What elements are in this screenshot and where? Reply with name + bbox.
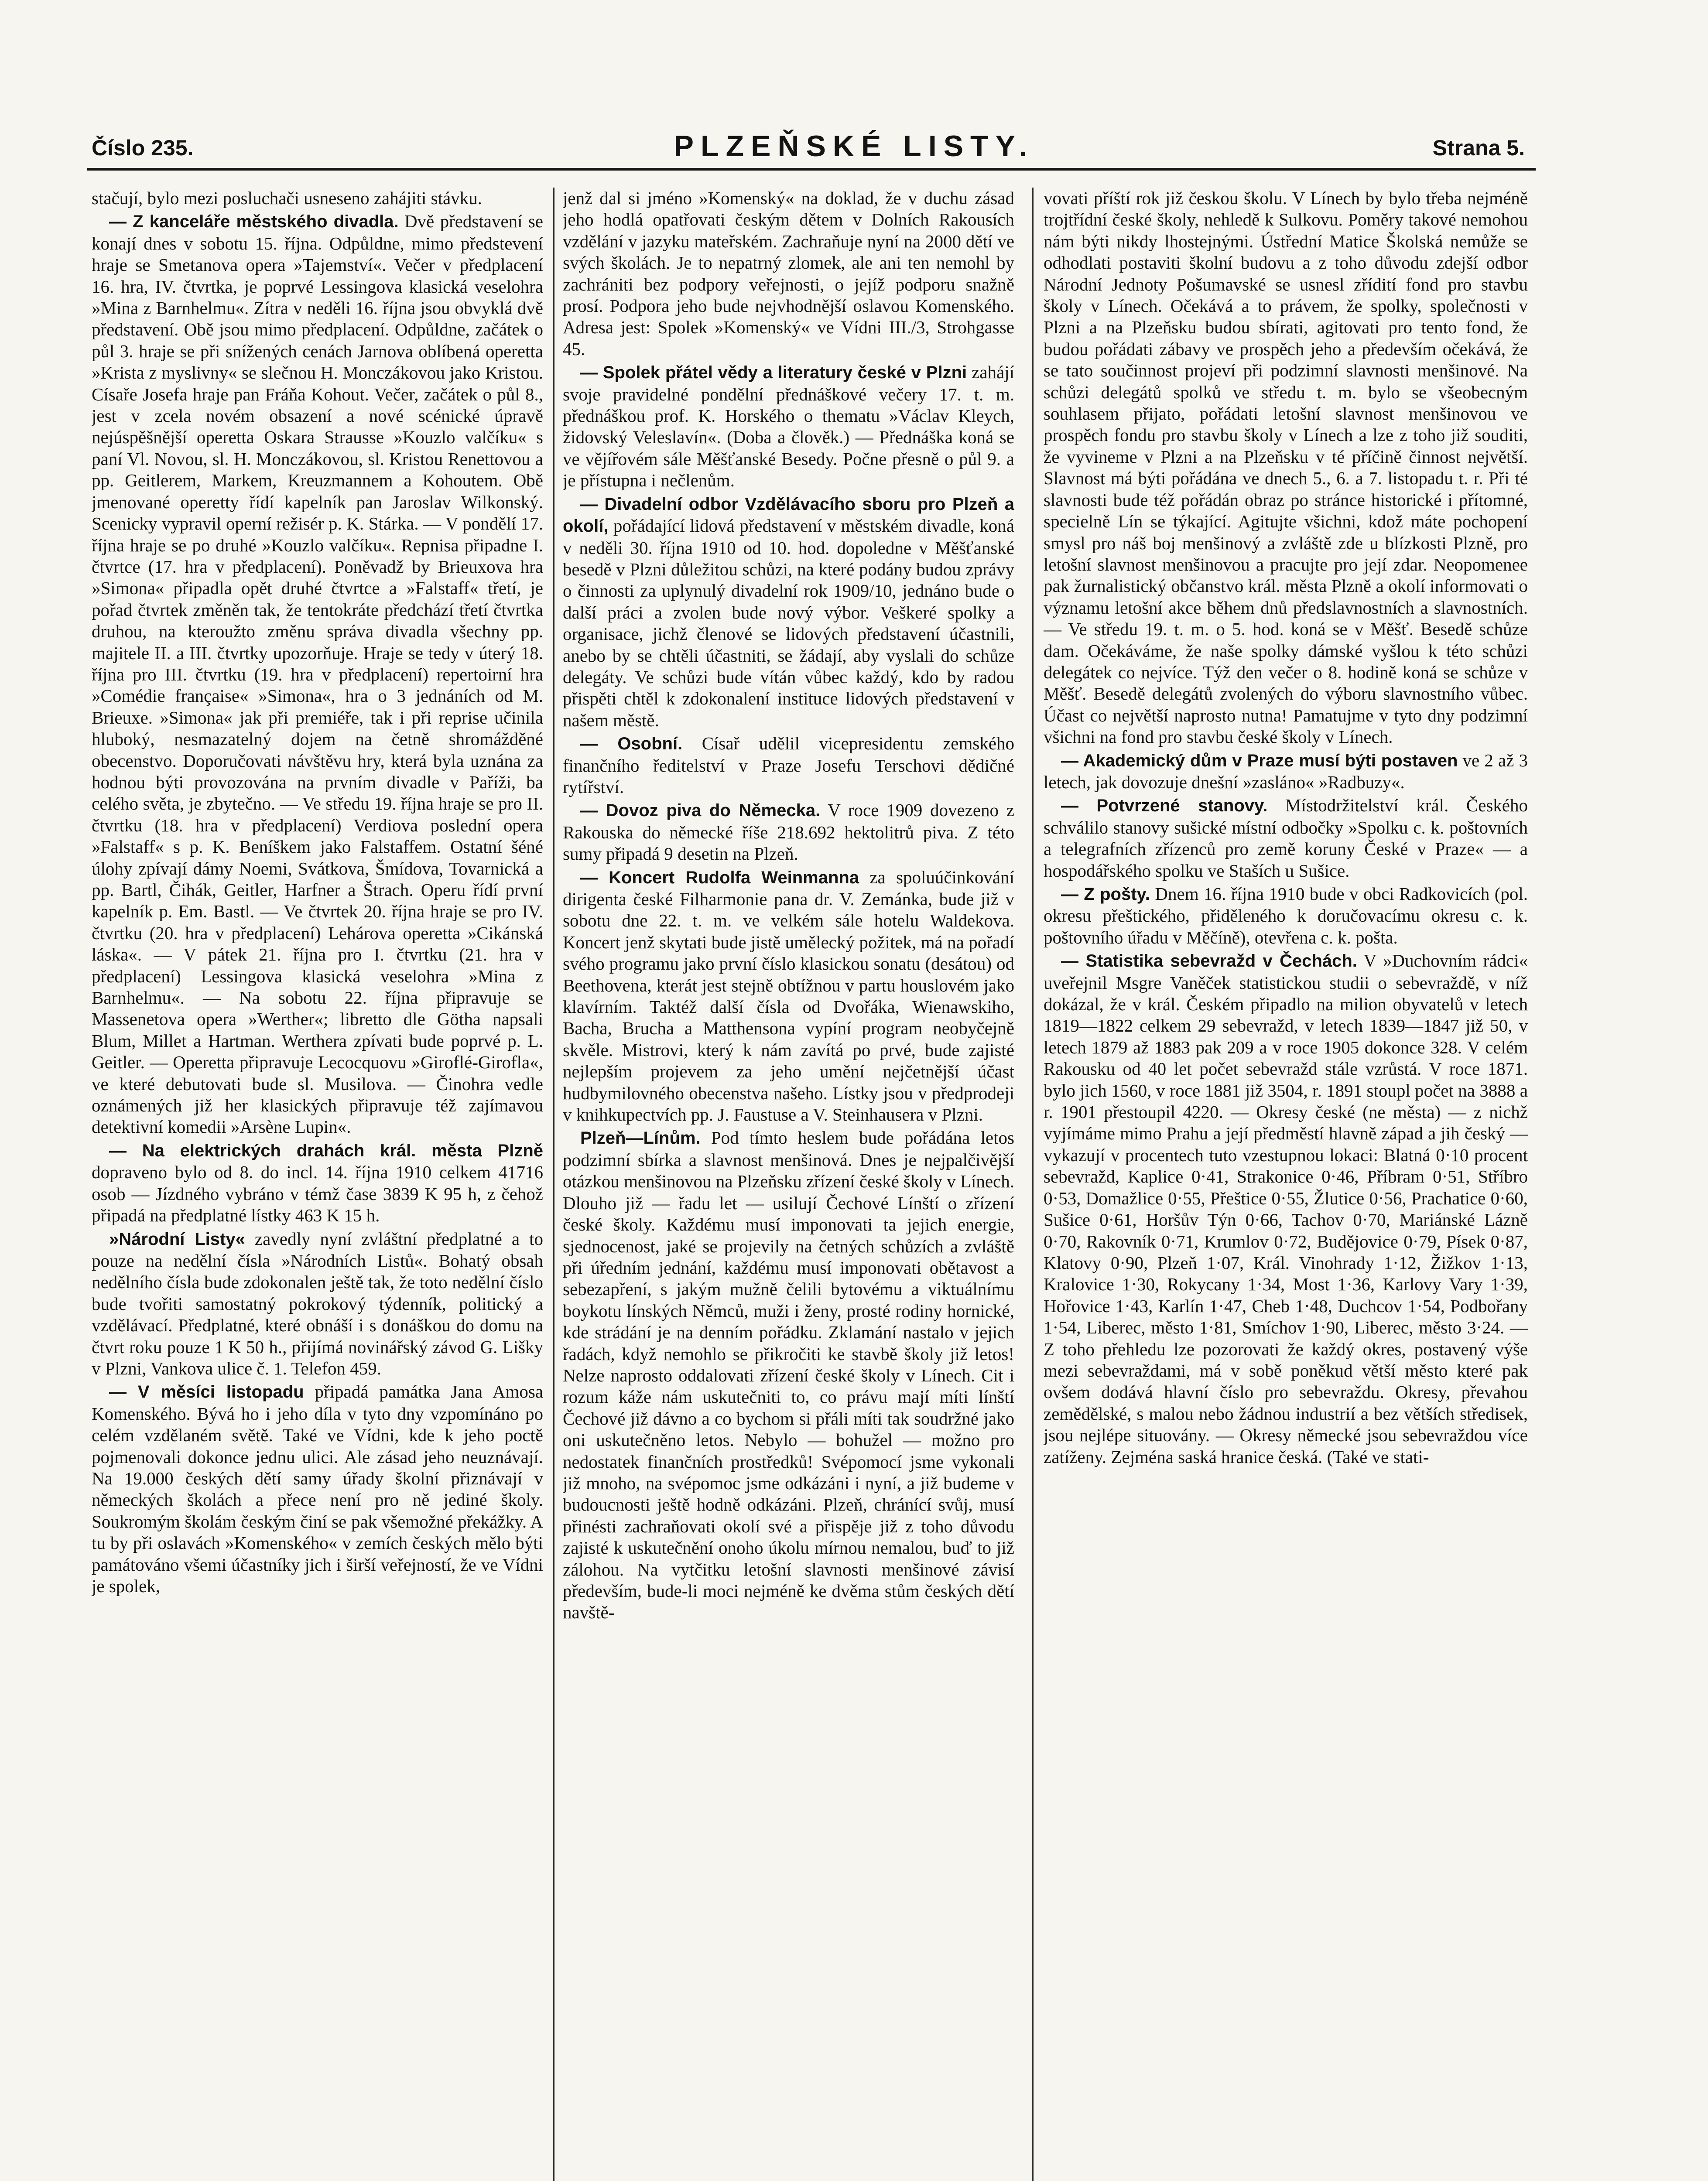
article-heading: — Dovoz piva do Německa. [580,801,821,820]
article-text: Dvě představení se konají dnes v sobotu 15. října. Odpůldne, mimo předstevení hraje se Smetanova opera »Tajemství«. Večer v předplacení 16. hra, IV. čtvrtka, je poprvé Lessingova klasická veselohra »Mina z Barnhelmu«. Zítra v neděli 16. října jsou obvyklá dvě představení. Obě jsou mimo předplacení. Odpůldne, začátek o půl 3. hraje se při snížených cenách Jarnova oblíbená operetta »Krista z myslivny« se slečnou H. Monczákovou jako Kristou. Císaře Josefa hraje pan Fráňa Kohout. Večer, začátek o půl 8., jest v zcela novém obsazení a nové scénické úpravě nejúspěšnější operetta Oskara Strausse »Kouzlo valčíku« s paní Vl. Novou, sl. H. Monczákovou, sl. Kristou Renettovou a pp. Geitlerem, Markem, Kreuzmannem a Kohoutem. Obě jmenované operetty řídí kapelník pan Jaroslav Wilkonský. Scenicky vypravil operní režisér p. K. Stárka. — V pondělí 17. října hraje se po druhé »Kouzlo valčíku«. Repnisa připadne I. čtvrtce (17. hra v předplacení). Poněvadž by Brieuxova hra »Simona« připadla opět druhé čtvrtce a »Falstaff« třetí, je pořad čtvrtek změněn tak, že tentokráte předchází třetí čtvrtka druhou, na kteroužto změnu správa divadla všechny pp. majitele II. a III. čtvrtky upozorňuje. Hraje se tedy v úterý 18. října pro III. čtvrtku (19. hra v předplacení) repertoirní hra »Comédie française« »Simona«, hra o 3 jednáních od M. Brieuxe. »Simona« jak při premiéře, tak i při reprise učinila hluboký, nesmazatelný dojem na četně shromážděné obecenstvo. Doporučovati návštěvu hry, která byla uznána za hodnou býti provozována na prvním divadle v Paříži, ba celého světa, je zbytečno. — Ve středu 19. října hraje se pro II. čtvrtku (18. hra v předplacení) Verdiova poslední opera »Falstaff« s p. K. Beníškem jako Falstaffem. Ostatní šéné úlohy zpívají dámy Noemi, Svátkova, Šmídova, Tovarnická a pp. Bartl, Čihák, Geitler, Harfner a Štrach. Operu řídí první kapelník p. Em. Bastl. — Ve čtvrtek 20. října hraje se pro IV. čtvrtku (20. hra v předplacení) Lehárova operetta »Cikánská láska«. — V pátek 21. října pro I. čtvrtku (21. hra v předplacení) Lessingova klasická veselohra »Mina z Barnhelmu«. — Na sobotu 22. října připravuje se Massenetova opera »Werther«; libretto dle Götha napsali Blum, Millet a Hartman. Werthera zpívati bude poprvé p. L. Geitler. — Operetta připravuje Lecocquovu »Giroflé-Girofla«, ve které debutovati bude sl. Musilova. — Činohra vedle oznámených již her klasických připravuje též zajímavou detektivní komedii »Arsène Lupin«. [92,211,543,1137]
article-heading: — Koncert Rudolfa Weinmanna [580,868,859,887]
article-text: Místodržitelství král. Českého schválilo stanovy sušické místní odbočky »Spolku c. k. poštovních a telegrafních zřízenců pro země koruny České v Praze« — a hospodářského spolku ve Staších u Sušice. [1044,795,1528,881]
article-paragraph [92,211,543,1138]
article-paragraph [563,493,1014,731]
article-paragraph [563,800,1014,865]
column-divider [553,188,555,2181]
article-paragraph [563,867,1014,1126]
article-paragraph [1044,950,1528,1468]
header-rule [87,168,1536,171]
article-paragraph [92,188,543,209]
page-number: Strana 5. [1432,136,1525,160]
article-heading: — Spolek přátel vědy a literatury české v Plzni [580,363,967,383]
article-heading: — V měsíci listopadu [109,1382,304,1402]
article-heading: »Národní Listy« [109,1229,245,1249]
issue-number: Číslo 235. [92,136,194,160]
article-heading: — Z pošty. [1061,885,1150,904]
article-text: Pod tímto heslem bude pořádána letos podzimní sbírka a slavnost menšinová. Dnes je nejpalčivější otázkou menšinovou na Plzeňsku zřízení české školy v Línech. Dlouho již — řadu let — usilují Čechové Línští o zřízení české školy. Každému musí imponovati ta jejich energie, sjednocenost, jaké se projevily na četných schůzích a zvláště při úředním jednání, každému musí imponovati obětavost a sebezapření, s jakým mužně čelili bytovému a viktuálnímu boykotu línských Němců, muži i ženy, prosté rodiny hornické, kde strádání je na denním pořádku. Zklamání nastalo v jejich řadách, když nemohlo se přikročiti ke stavbě školy již letos! Nelze naprosto oddalovati zřízení české školy v Línech. Cit i rozum káže nám uskutečniti to, co právu mají míti línští Čechové již dávno a co bychom si přáli míti tak soudržné jako oni uskutečněno letos. Nebylo — bohužel — možno pro nedostatek finančních prostředků! Svépomocí jsme vykonali již mnoho, na svépomoc jsme odkázáni i nyní, a již budeme v budoucnosti ještě hodně odkázáni. Plzeň, chránící svůj, musí přinésti zachraňovati okolí své a přispěje již z toho důvodu zajisté k uskutečnění onoho úkolu mírnou nemalou, buď to již zálohou. Na vytčitku letošní slavnosti menšinové závisí především, bude-li moci nejméně ke dvěma stům českých dětí navště- [563,1128,1014,1623]
article-text: pořádající lidová představení v městském divadle, koná v neděli 30. října 1910 od 10. hod. dopoledne v Měšťanské besedě v Plzni důležitou schůzi, na které podány budou zprávy o činnosti za uplynulý divadelní rok 1909/10, jednáno bude o další práci a zvolen bude nový výbor. Veškeré spolky a organisace, jichž členové se lidových představení účastnili, anebo by se chtěli účastniti, se žádají, aby vyslali do schůze delegáty. Ve schůzi bude vítán vůbec každý, kdo by radou přispěti chtěl k zdokonalení instituce lidových představení v našem městě. [563,516,1014,730]
column-2 [563,188,1014,2181]
column-divider [1032,188,1034,2181]
article-heading: — Akademický dům v Praze musí býti postaven [1061,751,1458,770]
article-text: zahájí svoje pravidelné pondělní přednáškové večery 17. t. m. přednáškou prof. K. Horského o thematu »Václav Kleych, židovský Veleslavín«. (Doba a člověk.) — Přednáška koná se ve vějířovém sále Měšťanské Besedy. Počne přesně o půl 9. a je přístupna i nečlenům. [563,362,1014,491]
article-heading: — Statistika sebevražd v Čechách. [1061,951,1357,971]
column-1 [92,188,543,2181]
article-paragraph [1044,750,1528,793]
article-paragraph [92,1228,543,1380]
article-heading: Plzeň—Línům. [580,1128,701,1148]
article-paragraph [1044,795,1528,882]
article-text: stačují, bylo mezi posluchači usneseno zahájiti stávku. [92,188,482,208]
article-paragraph [1044,883,1528,948]
article-paragraph [92,1381,543,1597]
article-text: za spoluúčinkování dirigenta české Filharmonie pana dr. V. Zemánka, bude již v sobotu dne 22. t. m. ve velkém sále hotelu Waldekova. Koncert jenž skytati bude jistě umělecký požitek, má na pořadí svého programu jako první číslo klasickou sonatu (desátou) od Beethovena, kterát jest stejně obtížnou v partu houslovém jako klavírním. Taktéž další čísla od Dvořáka, Wienawskiho, Bacha, Brucha a Matthensona vypíní program neobyčejně skvěle. Mistrovi, který k nám zavítá po prvé, bude zajisté nejlepším projevem za jeho umění nejčetnější účast hudbymilovného obecenstva našeho. Lístky jsou v předprodeji v knihkupectvích pp. J. Faustuse a V. Steinhausera v Plzni. [563,867,1014,1125]
article-text: jenž dal si jméno »Komenský« na doklad, že v duchu zásad jeho hodlá opatřovati českým dětem v Dolních Rakousích vzdělání v jazyku mateřském. Zachraňuje nyní na 2000 dětí ve svých školách. Je to nepatrný zlomek, ale ani ten nemohl by zachrániti bez podpory veřejnosti, o jejíž podporu snažně prosí. Podpora jeho bude nejvhodnější oslavou Komenského. Adresa jest: Spolek »Komenský« ve Vídni III./3, Strohgasse 45. [563,188,1014,359]
article-text: V roce 1909 dovezeno z Rakouska do německé říše 218.692 hektolitrů piva. Z této sumy připadá 9 desetin na Plzeň. [563,800,1014,864]
article-text: Císař udělil vicepresidentu zemského finančního ředitelství v Praze Josefu Terschovi dědičné rytířství. [563,733,1014,797]
article-heading: — Divadelní odbor Vzdělávacího sboru pro Plzeň a okolí, [563,494,1014,536]
column-3 [1044,188,1528,2181]
masthead-title: PLZEŇSKÉ LISTY. [674,130,1034,163]
article-text: vovati příští rok již českou školu. V Línech by bylo třeba nejméně trojtřídní české školy, nehledě k Sulkovu. Poměry takové nemohou nám býti nikdy lhostejnými. Ústřední Matice Školská nemůže se odhodlati postaviti školní budovu a z toho důvodu zdejší odbor Národní Jednoty Pošumavské se usnesl zřídití fond pro stavbu školy v Línech. Očekává a to právem, že spolky, společnosti v Plzni a na Plzeňsku budou sbírati, agitovati pro tento fond, že budou pořádati zábavy ve prospěch jeho a především očekává, že se tato součinnost projeví při podzimní slavnosti menšinové. Na schůzi delegátů spolků ve středu t. m. bylo se všeobecným souhlasem přijato, pořádati letošní slavnost menšinovou ve prospěch fondu pro stavbu školy v Línech a lze z toho již souditi, že vyvineme v Plzni a na Plzeňsku v té příčině činnost největší. Slavnost má býti pořádána ve dnech 5., 6. a 7. listopadu t. r. Při té slavnosti bude též pořádán obraz po stránce historické i přítomné, specielně Lín se týkající. Agitujte všichni, kdož máte pochopení smysl pro náš boj menšinový a zvláště zde u blízkosti Plzně, pro letošní slavnost menšinovou a pracujte pro její zdar. Neopomenee pak žurnalistický občanstvo král. města Plzně a okolí informovati o významu letošní akce během dnů předslavnostních a slavnostních. — Ve středu 19. t. m. o 5. hod. koná se v Měšť. Besedě schůze dam. Očekáváme, že naše spolky dámské vyšlou k této schůzi delegátek co nejvíce. Týž den večer o 8. hodině koná se schůze v Měšť. Besedě delegátů zvolených do výboru slavnostního vůbec. Účast co největší naprosto nutna! Pamatujme v tyto dny podzimní všichni na fond pro stavbu české školy v Línech. [1044,188,1528,747]
article-heading: — Z kanceláře městského divadla. [109,212,399,232]
article-paragraph [563,733,1014,798]
article-heading: — Potvrzené stanovy. [1061,796,1268,816]
article-text: dopraveno bylo od 8. do incl. 14. října 1910 celkem 41716 osob — Jízdného vybráno v témž čase 3839 K 95 h, z čehož připadá na předplatné lístky 463 K 15 h. [92,1162,543,1226]
article-paragraph [92,1140,543,1227]
article-paragraph [563,1127,1014,1623]
article-heading: — Osobní. [580,734,683,754]
article-text: Dnem 16. října 1910 bude v obci Radkovicích (pol. okresu přeštického, přiděleného k doručovacímu okresu c. k. poštovního úřadu v Měčíně), otevřena c. k. pošta. [1044,884,1528,947]
article-text: zavedly nyní zvláštní předplatné a to pouze na nedělní čísla »Národních Listů«. Bohatý obsah nedělního čísla bude zdokonalen ještě tak, že toto nedělní číslo bude tvořiti samostatný pokrokový týdenník, politický a vzdělávací. Předplatné, které obnáší i s donáškou do domu na čtvrt roku pouze 1 K 50 h., přijímá novinářský závod G. Lišky v Plzni, Vankova ulice č. 1. Telefon 459. [92,1228,543,1378]
article-text: připadá památka Jana Amosa Komenského. Bývá ho i jeho díla v tyto dny vzpomínáno po celém vzdělaném světě. Také ve Vídni, kde k jeho poctě pojmenovali dokonce jednu ulici. Ale zásad jeho neuznávají. Na 19.000 českých dětí samy úřady školní přiznávají v německých školách a přece není pro ně jediné školy. Soukromým školám českým činí se pak všemožné překážky. A tu by při oslavách »Komenského« v zemích českých mělo býti památováno všemi účastníky jich i širší veřejností, že ve Vídni je spolek, [92,1381,543,1596]
article-paragraph [1044,188,1528,748]
article-text: V »Duchovním rádci« uveřejnil Msgre Vaněček statistickou studii o sebevraždě, v níž dokázal, že v král. Českém připadlo na milion obyvatelů v letech 1819—1822 celkem 29 sebevražd, v letech 1839—1847 již 50, v letech 1879 až 1883 pak 209 a v roce 1905 dokonce 328. V celém Rakousku od 40 let počet sebevražd stále vzrůstá. V roce 1871. bylo jich 1560, v roce 1881 již 3504, r. 1891 stoupl počet na 3888 a r. 1901 přestoupil 4220. — Okresy české (ne města) — z nichž vyjímáme mimo Prahu a její předměstí hlavně západ a jih český — vykazují v procentech tuto vzestupnou lokaci: Blatná 0·10 procent sebevražd, Kaplice 0·41, Strakonice 0·46, Příbram 0·51, Stříbro 0·53, Domažlice 0·55, Přeštice 0·55, Žlutice 0·56, Prachatice 0·60, Sušice 0·61, Horšův Týn 0·66, Tachov 0·70, Mariánské Lázně 0·70, Rakovník 0·71, Krumlov 0·72, Budějovice 0·79, Písek 0·87, Klatovy 0·90, Plzeň 1·07, Král. Vinohrady 1·12, Žižkov 1·13, Kralovice 1·30, Rokycany 1·34, Most 1·36, Karlovy Vary 1·39, Hořovice 1·43, Karlín 1·47, Cheb 1·48, Duchcov 1·54, Podbořany 1·54, Liberec, město 1·81, Smíchov 1·90, Liberec, město 3·24. — Z toho přehledu lze pozorovati že každý okres, postavený výše mezi sebevraždami, má v sobě poněkud větší město které pak ovšem dodává hlavní číslo pro sebevraždu. Okresy, převahou zemědělské, s malou nebo žádnou industrií a bez větších středisek, jsou nejlépe situovány. — Okresy německé jsou sebevraždou více zatíženy. Zejména saská hranice česká. (Také ve stati- [1044,950,1528,1467]
article-text: ve 2 až 3 letech, jak dovozuje dnešní »zasláno« »Radbuzy«. [1044,750,1528,792]
article-heading: — Na elektrických drahách král. města Plzně [109,1141,543,1160]
article-paragraph [563,188,1014,360]
article-paragraph [563,362,1014,491]
